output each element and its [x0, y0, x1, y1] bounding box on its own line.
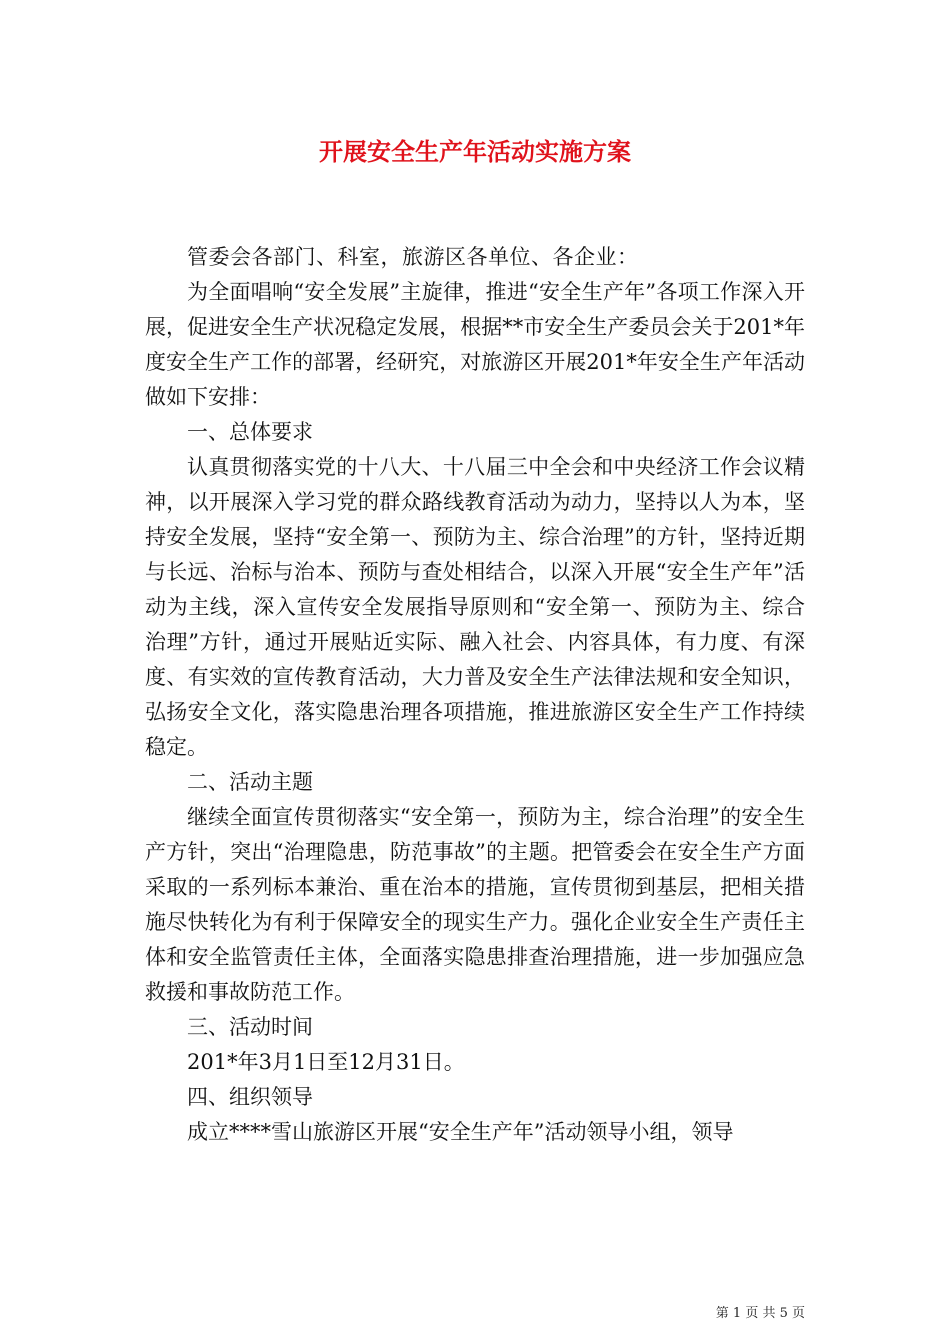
document-title: 开展安全生产年活动实施方案	[319, 137, 631, 166]
section-heading-4: 四、组织领导	[187, 1085, 313, 1109]
section-body-2: 继续全面宣传贯彻落实“安全第一，预防为主，综合治理”的安全生产方针，突出“治理隐患，防范事故”的主题。把管委会在安全生产方面采取的一系列标本兼治、重在治本的措施，宣传贯彻到基层，把相关措施尽快转化为有利于保障安全的现实生产力。强化企业安全生产责任主体和安全监管责任主体，全面落实隐患排查治理措施，进一步加强应急救援和事故防范工作。	[145, 805, 805, 1004]
document-body	[145, 240, 805, 1150]
section-heading-2: 二、活动主题	[187, 770, 313, 794]
section-heading-3: 三、活动时间	[187, 1015, 313, 1039]
section-body-1: 认真贯彻落实党的十八大、十八届三中全会和中央经济工作会议精神，以开展深入学习党的群众路线教育活动为动力，坚持以人为本，坚持安全发展，坚持“安全第一、预防为主、综合治理”的方针，坚持近期与长远、治标与治本、预防与查处相结合，以深入开展“安全生产年”活动为主线，深入宣传安全发展指导原则和“安全第一、预防为主、综合治理”方针，通过开展贴近实际、融入社会、内容具体，有力度、有深度、有实效的宣传教育活动，大力普及安全生产法律法规和安全知识，弘扬安全文化，落实隐患治理各项措施，推进旅游区安全生产工作持续稳定。	[145, 455, 805, 759]
intro-paragraph: 为全面唱响“安全发展”主旋律，推进“安全生产年”各项工作深入开展，促进安全生产状况稳定发展，根据**市安全生产委员会关于201*年度安全生产工作的部署，经研究，对旅游区开展201*年安全生产年活动做如下安排：	[145, 280, 805, 409]
section-body-3: 201*年3月1日至12月31日。	[187, 1050, 465, 1074]
salutation: 管委会各部门、科室，旅游区各单位、各企业：	[187, 245, 639, 269]
page-number: 第 1 页 共 5 页	[715, 1306, 805, 1321]
section-body-4: 成立****雪山旅游区开展“安全生产年”活动领导小组，领导	[187, 1120, 734, 1144]
section-heading-1: 一、总体要求	[187, 420, 313, 444]
